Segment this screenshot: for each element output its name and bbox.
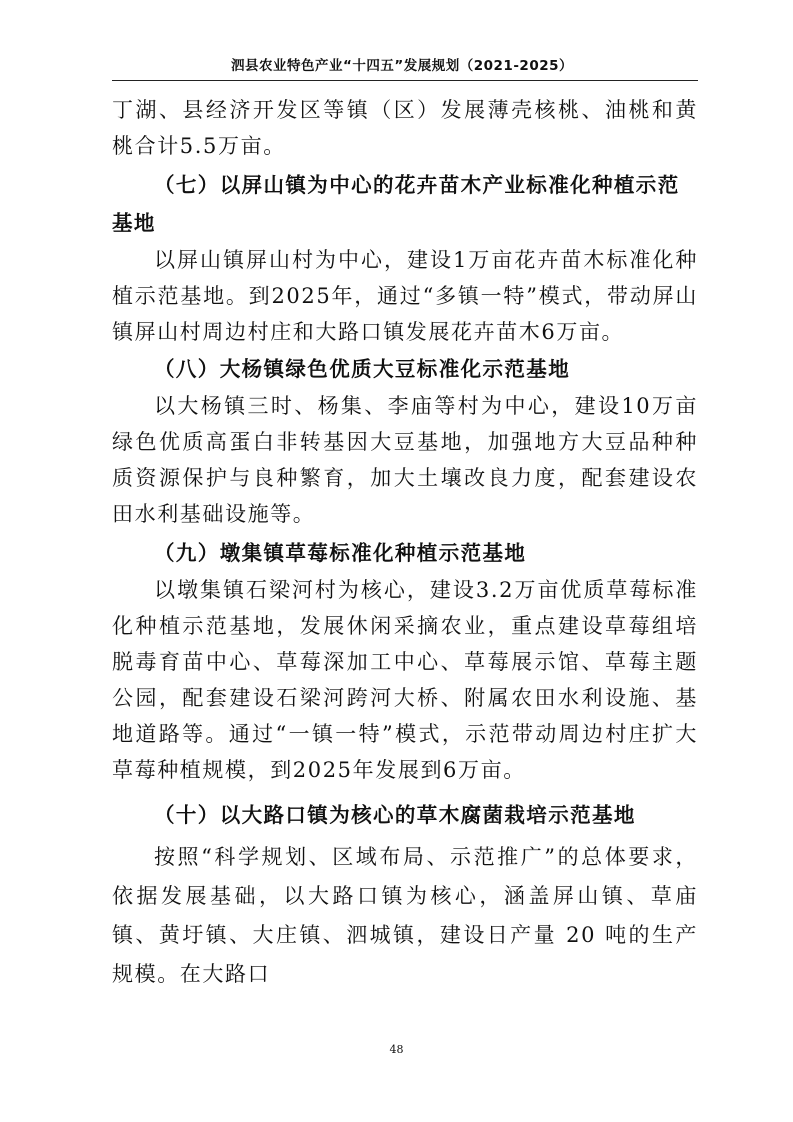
page-body [112,92,698,994]
paragraph-9: 以墩集镇石梁河村为核心，建设3.2万亩优质草莓标准化种植示范基地，发展休闲采摘农业，重点建设草莓组培脱毒育苗中心、草莓深加工中心、草莓展示馆、草莓主题公园，配套建设石梁河跨河大桥、附属农田水利设施、基地道路等。通过“一镇一特”模式，示范带动周边村庄扩大草莓种植规模，到2025年发展到6万亩。 [112,578,698,782]
section-heading-10: （十）以大路口镇为核心的草木腐菌栽培示范基地 [154,803,636,827]
paragraph-10: 按照“科学规划、区域布局、示范推广”的总体要求，依据发展基础，以大路口镇为核心，涵盖屏山镇、草庙镇、黄圩镇、大庄镇、泗城镇，建设日产量 20 吨的生产规模。在大路口 [112,845,698,986]
continued-paragraph: 丁湖、县经济开发区等镇（区）发展薄壳核桃、油桃和黄桃合计5.5万亩。 [112,98,698,158]
section-heading-8: （八）大杨镇绿色优质大豆标准化示范基地 [154,357,571,381]
section-heading-7: （七）以屏山镇为中心的花卉苗木产业标准化种植示范基地 [112,173,680,235]
paragraph-7: 以屏山镇屏山村为中心，建设1万亩花卉苗木标准化种植示范基地。到2025年，通过“多镇一特”模式，带动屏山镇屏山村周边村庄和大路口镇发展花卉苗木6万亩。 [112,248,698,344]
page-number: 48 [389,1043,404,1056]
paragraph-8: 以大杨镇三时、杨集、李庙等村为中心，建设10万亩绿色优质高蛋白非转基因大豆基地，加强地方大豆品种种质资源保护与良种繁育，加大土壤改良力度，配套建设农田水利基础设施等。 [112,394,698,526]
header-rule [112,80,698,81]
running-header: 泗县农业特色产业“十四五”发展规划（2021-2025） [231,58,573,74]
section-heading-9: （九）墩集镇草莓标准化种植示范基地 [154,541,527,565]
